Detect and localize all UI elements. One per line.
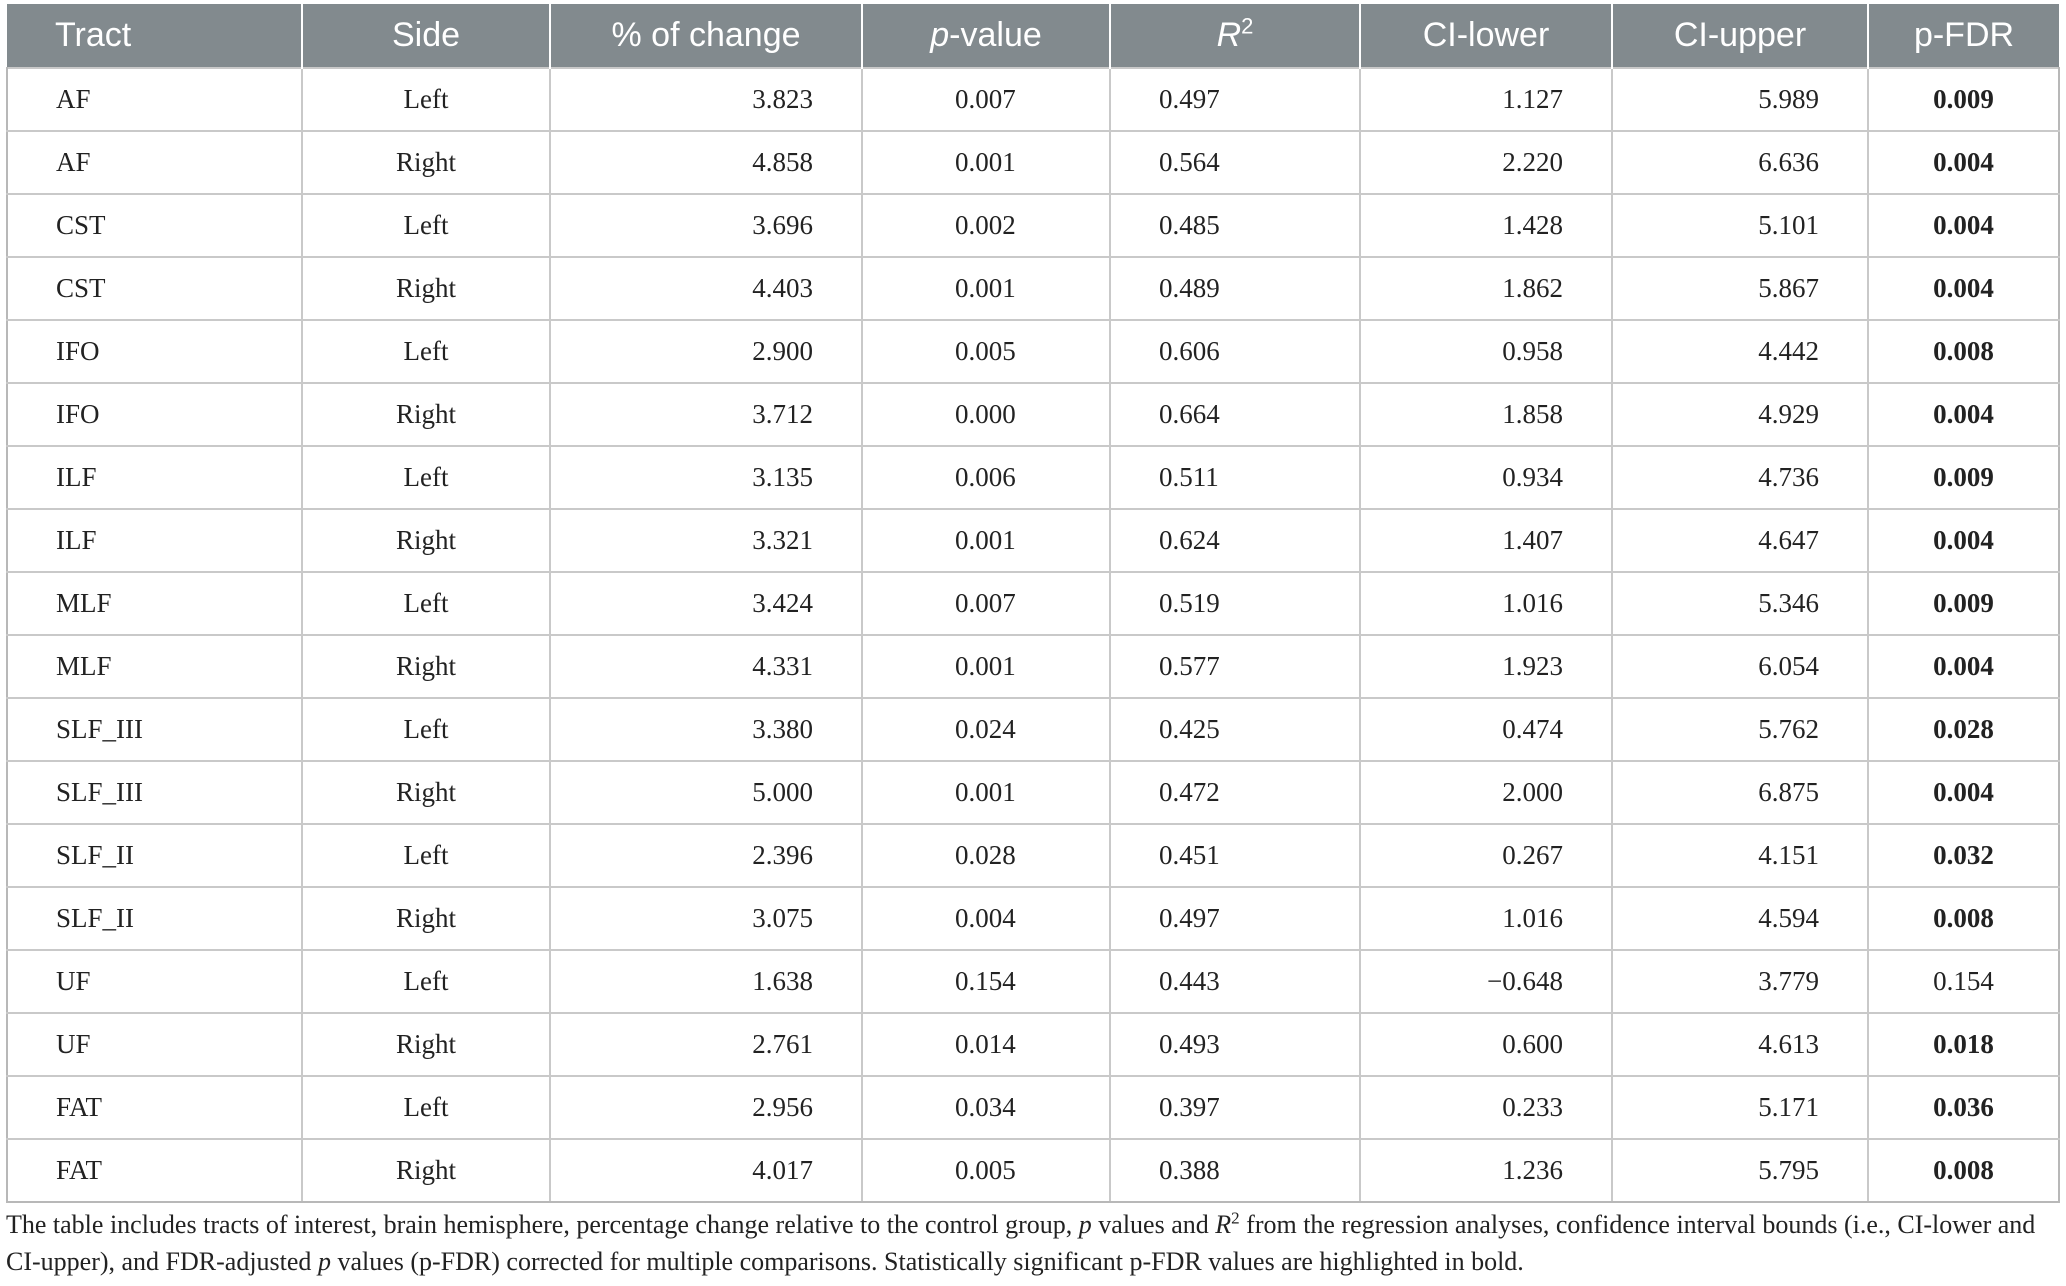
cell-side: Left xyxy=(302,446,550,509)
cell-r2: 0.472 xyxy=(1110,761,1360,824)
cell-side: Right xyxy=(302,635,550,698)
cell-pvalue: 0.004 xyxy=(862,887,1110,950)
cell-side: Right xyxy=(302,509,550,572)
table-row xyxy=(7,194,2059,257)
cell-pfdr: 0.004 xyxy=(1868,635,2059,698)
cell-ci-lower: 0.267 xyxy=(1360,824,1612,887)
cell-r2: 0.493 xyxy=(1110,1013,1360,1076)
cell-ci-lower: 0.934 xyxy=(1360,446,1612,509)
table-row xyxy=(7,950,2059,1013)
table-row xyxy=(7,1139,2059,1202)
cell-ci-upper: 5.867 xyxy=(1612,257,1868,320)
cell-side: Right xyxy=(302,131,550,194)
cell-change: 1.638 xyxy=(550,950,862,1013)
cell-ci-upper: 4.929 xyxy=(1612,383,1868,446)
cell-ci-upper: 3.779 xyxy=(1612,950,1868,1013)
cell-change: 3.696 xyxy=(550,194,862,257)
cell-r2: 0.497 xyxy=(1110,68,1360,131)
cell-change: 5.000 xyxy=(550,761,862,824)
cell-tract: MLF xyxy=(7,635,302,698)
header-pvalue: p-value xyxy=(862,4,1110,68)
table-row xyxy=(7,824,2059,887)
cell-r2: 0.577 xyxy=(1110,635,1360,698)
cell-r2: 0.624 xyxy=(1110,509,1360,572)
table-row xyxy=(7,320,2059,383)
cell-pvalue: 0.001 xyxy=(862,761,1110,824)
cell-pfdr: 0.004 xyxy=(1868,509,2059,572)
cell-ci-upper: 4.151 xyxy=(1612,824,1868,887)
cell-tract: AF xyxy=(7,131,302,194)
cell-pvalue: 0.006 xyxy=(862,446,1110,509)
cell-change: 2.761 xyxy=(550,1013,862,1076)
cell-tract: FAT xyxy=(7,1076,302,1139)
cell-pvalue: 0.002 xyxy=(862,194,1110,257)
cell-ci-lower: 1.923 xyxy=(1360,635,1612,698)
cell-r2: 0.425 xyxy=(1110,698,1360,761)
cell-pfdr: 0.009 xyxy=(1868,572,2059,635)
cell-ci-upper: 4.594 xyxy=(1612,887,1868,950)
cell-tract: SLF_III xyxy=(7,761,302,824)
table-row xyxy=(7,1013,2059,1076)
cell-change: 3.135 xyxy=(550,446,862,509)
cell-r2: 0.497 xyxy=(1110,887,1360,950)
cell-change: 2.956 xyxy=(550,1076,862,1139)
cell-side: Left xyxy=(302,194,550,257)
cell-tract: ILF xyxy=(7,509,302,572)
cell-ci-upper: 5.101 xyxy=(1612,194,1868,257)
cell-ci-lower: 1.016 xyxy=(1360,887,1612,950)
cell-pfdr: 0.008 xyxy=(1868,1139,2059,1202)
cell-ci-upper: 5.762 xyxy=(1612,698,1868,761)
cell-side: Right xyxy=(302,1013,550,1076)
table-caption: The table includes tracts of interest, brain hemisphere, percentage change relative to the control group, p values and $R^2$ from the regression analyses, confidence interval bounds (i.e., CI-lower and CI-upper), and FDR-adjusted p values (p-FDR) corrected for multiple comparisons. Statistically significant p-FDR values are highlighted in bold. xyxy=(6,1208,2036,1276)
cell-pvalue: 0.154 xyxy=(862,950,1110,1013)
cell-pvalue: 0.007 xyxy=(862,572,1110,635)
cell-r2: 0.564 xyxy=(1110,131,1360,194)
cell-ci-lower: 0.474 xyxy=(1360,698,1612,761)
cell-ci-lower: 0.233 xyxy=(1360,1076,1612,1139)
cell-pvalue: 0.005 xyxy=(862,1139,1110,1202)
header-ci-upper: CI-upper xyxy=(1612,4,1868,68)
cell-change: 3.380 xyxy=(550,698,862,761)
table-row xyxy=(7,887,2059,950)
cell-tract: ILF xyxy=(7,446,302,509)
cell-pfdr: 0.004 xyxy=(1868,194,2059,257)
cell-pfdr: 0.009 xyxy=(1868,446,2059,509)
cell-tract: CST xyxy=(7,257,302,320)
cell-side: Right xyxy=(302,887,550,950)
cell-pvalue: 0.024 xyxy=(862,698,1110,761)
cell-ci-upper: 5.171 xyxy=(1612,1076,1868,1139)
cell-tract: SLF_II xyxy=(7,824,302,887)
cell-tract: SLF_III xyxy=(7,698,302,761)
cell-ci-lower: 1.862 xyxy=(1360,257,1612,320)
cell-ci-upper: 6.054 xyxy=(1612,635,1868,698)
cell-ci-upper: 4.647 xyxy=(1612,509,1868,572)
cell-side: Right xyxy=(302,1139,550,1202)
cell-ci-lower: 0.958 xyxy=(1360,320,1612,383)
cell-r2: 0.606 xyxy=(1110,320,1360,383)
header-ci-lower: CI-lower xyxy=(1360,4,1612,68)
cell-pvalue: 0.000 xyxy=(862,383,1110,446)
table-row xyxy=(7,131,2059,194)
table-row xyxy=(7,509,2059,572)
cell-pvalue: 0.007 xyxy=(862,68,1110,131)
cell-r2: 0.388 xyxy=(1110,1139,1360,1202)
cell-r2: 0.519 xyxy=(1110,572,1360,635)
cell-r2: 0.397 xyxy=(1110,1076,1360,1139)
cell-tract: UF xyxy=(7,950,302,1013)
cell-pvalue: 0.001 xyxy=(862,131,1110,194)
cell-ci-upper: 4.613 xyxy=(1612,1013,1868,1076)
table-row xyxy=(7,635,2059,698)
header-change: % of change xyxy=(550,4,862,68)
table-row xyxy=(7,257,2059,320)
cell-pvalue: 0.001 xyxy=(862,257,1110,320)
cell-r2: 0.489 xyxy=(1110,257,1360,320)
cell-ci-lower: 0.600 xyxy=(1360,1013,1612,1076)
cell-ci-lower: 1.428 xyxy=(1360,194,1612,257)
cell-ci-lower: 2.000 xyxy=(1360,761,1612,824)
cell-tract: IFO xyxy=(7,320,302,383)
header-r2: $R^2$ xyxy=(1110,4,1360,68)
cell-pfdr: 0.032 xyxy=(1868,824,2059,887)
table-row xyxy=(7,446,2059,509)
cell-change: 3.424 xyxy=(550,572,862,635)
table-header-row xyxy=(7,4,2059,68)
cell-pfdr: 0.018 xyxy=(1868,1013,2059,1076)
cell-side: Left xyxy=(302,1076,550,1139)
cell-pfdr: 0.004 xyxy=(1868,761,2059,824)
cell-side: Left xyxy=(302,68,550,131)
cell-pfdr: 0.004 xyxy=(1868,383,2059,446)
header-side: Side xyxy=(302,4,550,68)
table-row xyxy=(7,698,2059,761)
table-row xyxy=(7,761,2059,824)
cell-change: 2.900 xyxy=(550,320,862,383)
cell-ci-lower: 1.127 xyxy=(1360,68,1612,131)
cell-pvalue: 0.005 xyxy=(862,320,1110,383)
cell-change: 3.712 xyxy=(550,383,862,446)
cell-r2: 0.511 xyxy=(1110,446,1360,509)
cell-ci-upper: 6.636 xyxy=(1612,131,1868,194)
table-row xyxy=(7,68,2059,131)
cell-tract: MLF xyxy=(7,572,302,635)
table-row xyxy=(7,383,2059,446)
table-row xyxy=(7,572,2059,635)
cell-pfdr: 0.008 xyxy=(1868,320,2059,383)
cell-pvalue: 0.014 xyxy=(862,1013,1110,1076)
cell-tract: IFO xyxy=(7,383,302,446)
cell-r2: 0.485 xyxy=(1110,194,1360,257)
cell-pfdr: 0.036 xyxy=(1868,1076,2059,1139)
table-row xyxy=(7,1076,2059,1139)
cell-side: Right xyxy=(302,383,550,446)
cell-change: 4.858 xyxy=(550,131,862,194)
cell-side: Right xyxy=(302,761,550,824)
cell-pfdr: 0.004 xyxy=(1868,257,2059,320)
cell-r2: 0.664 xyxy=(1110,383,1360,446)
cell-ci-upper: 5.346 xyxy=(1612,572,1868,635)
cell-pfdr: 0.154 xyxy=(1868,950,2059,1013)
cell-tract: SLF_II xyxy=(7,887,302,950)
cell-ci-lower: 1.016 xyxy=(1360,572,1612,635)
cell-pvalue: 0.034 xyxy=(862,1076,1110,1139)
cell-change: 3.321 xyxy=(550,509,862,572)
cell-ci-upper: 5.795 xyxy=(1612,1139,1868,1202)
cell-r2: 0.443 xyxy=(1110,950,1360,1013)
header-pfdr: p-FDR xyxy=(1868,4,2059,68)
cell-side: Left xyxy=(302,572,550,635)
header-tract: Tract xyxy=(7,4,302,68)
cell-ci-lower: 2.220 xyxy=(1360,131,1612,194)
cell-ci-lower: 1.858 xyxy=(1360,383,1612,446)
cell-tract: AF xyxy=(7,68,302,131)
cell-side: Right xyxy=(302,257,550,320)
results-table xyxy=(6,4,2060,1203)
cell-ci-upper: 6.875 xyxy=(1612,761,1868,824)
cell-pfdr: 0.004 xyxy=(1868,131,2059,194)
cell-ci-lower: 1.407 xyxy=(1360,509,1612,572)
cell-pvalue: 0.028 xyxy=(862,824,1110,887)
results-table-container xyxy=(6,4,2060,1203)
cell-side: Left xyxy=(302,824,550,887)
cell-change: 4.017 xyxy=(550,1139,862,1202)
cell-change: 2.396 xyxy=(550,824,862,887)
cell-change: 4.403 xyxy=(550,257,862,320)
table-body xyxy=(7,68,2059,1202)
cell-ci-upper: 4.442 xyxy=(1612,320,1868,383)
cell-change: 3.075 xyxy=(550,887,862,950)
cell-change: 3.823 xyxy=(550,68,862,131)
cell-tract: CST xyxy=(7,194,302,257)
cell-pfdr: 0.008 xyxy=(1868,887,2059,950)
cell-side: Left xyxy=(302,320,550,383)
cell-ci-lower: −0.648 xyxy=(1360,950,1612,1013)
cell-pfdr: 0.009 xyxy=(1868,68,2059,131)
cell-pvalue: 0.001 xyxy=(862,635,1110,698)
cell-pvalue: 0.001 xyxy=(862,509,1110,572)
cell-tract: UF xyxy=(7,1013,302,1076)
cell-side: Left xyxy=(302,950,550,1013)
cell-ci-upper: 4.736 xyxy=(1612,446,1868,509)
cell-pfdr: 0.028 xyxy=(1868,698,2059,761)
cell-ci-lower: 1.236 xyxy=(1360,1139,1612,1202)
cell-change: 4.331 xyxy=(550,635,862,698)
cell-side: Left xyxy=(302,698,550,761)
cell-tract: FAT xyxy=(7,1139,302,1202)
cell-ci-upper: 5.989 xyxy=(1612,68,1868,131)
cell-r2: 0.451 xyxy=(1110,824,1360,887)
